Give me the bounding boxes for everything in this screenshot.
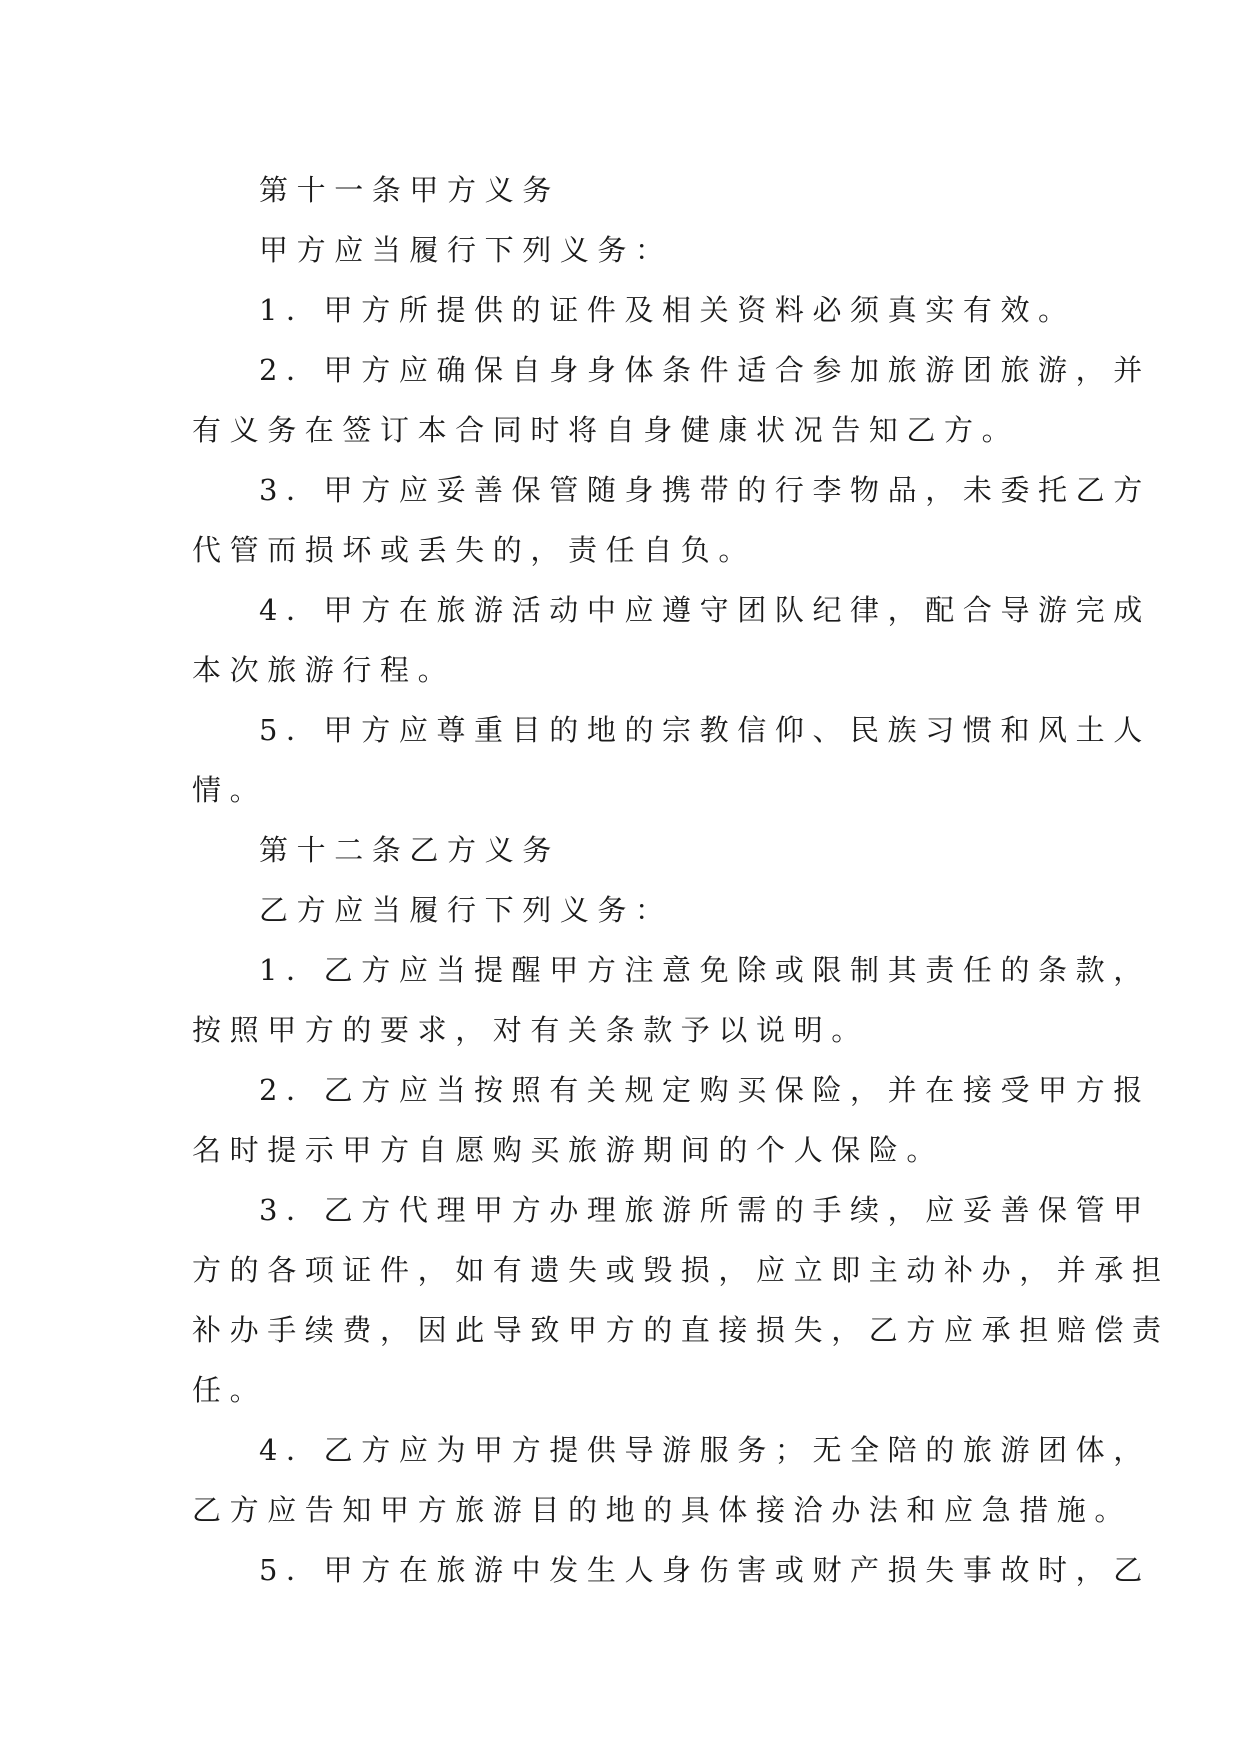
article-11-item-2-line-1: 2．甲方应确保自身身体条件适合参加旅游团旅游，并 bbox=[259, 353, 1151, 387]
article-12-item-1-line-2: 按照甲方的要求，对有关条款予以说明。 bbox=[192, 1013, 869, 1047]
article-11-intro: 甲方应当履行下列义务： bbox=[259, 233, 673, 267]
article-11-item-4-line-1: 4．甲方在旅游活动中应遵守团队纪律，配合导游完成 bbox=[259, 593, 1151, 627]
article-12-intro: 乙方应当履行下列义务： bbox=[259, 893, 673, 927]
article-12-item-4-line-2: 乙方应告知甲方旅游目的地的具体接洽办法和应急措施。 bbox=[192, 1493, 1133, 1527]
article-11-item-5-line-2: 情。 bbox=[192, 773, 268, 807]
article-12-item-3-line-4: 任。 bbox=[192, 1373, 268, 1407]
article-12-heading: 第十二条乙方义务 bbox=[259, 833, 560, 867]
article-11-item-4-line-2: 本次旅游行程。 bbox=[192, 653, 456, 687]
article-11-item-5-line-1: 5．甲方应尊重目的地的宗教信仰、民族习惯和风土人 bbox=[259, 713, 1151, 747]
article-12-item-3-line-3: 补办手续费，因此导致甲方的直接损失，乙方应承担赔偿责 bbox=[192, 1313, 1170, 1347]
article-12-item-2-line-1: 2．乙方应当按照有关规定购买保险，并在接受甲方报 bbox=[259, 1073, 1151, 1107]
article-11-heading: 第十一条甲方义务 bbox=[259, 173, 560, 207]
article-12-item-5-line-1: 5．甲方在旅游中发生人身伤害或财产损失事故时，乙 bbox=[259, 1553, 1151, 1587]
article-11-item-3-line-2: 代管而损坏或丢失的，责任自负。 bbox=[192, 533, 757, 567]
article-11-item-3-line-1: 3．甲方应妥善保管随身携带的行李物品，未委托乙方 bbox=[259, 473, 1151, 507]
article-12-item-1-line-1: 1．乙方应当提醒甲方注意免除或限制其责任的条款， bbox=[259, 953, 1151, 987]
article-11-item-1: 1．甲方所提供的证件及相关资料必须真实有效。 bbox=[259, 293, 1076, 327]
article-12-item-3-line-1: 3．乙方代理甲方办理旅游所需的手续，应妥善保管甲 bbox=[259, 1193, 1151, 1227]
article-12-item-4-line-1: 4．乙方应为甲方提供导游服务；无全陪的旅游团体， bbox=[259, 1433, 1151, 1467]
article-11-item-2-line-2: 有义务在签订本合同时将自身健康状况告知乙方。 bbox=[192, 413, 1020, 447]
article-12-item-3-line-2: 方的各项证件，如有遗失或毁损，应立即主动补办，并承担 bbox=[192, 1253, 1170, 1287]
article-12-item-2-line-2: 名时提示甲方自愿购买旅游期间的个人保险。 bbox=[192, 1133, 945, 1167]
document-page bbox=[192, 160, 1170, 1600]
